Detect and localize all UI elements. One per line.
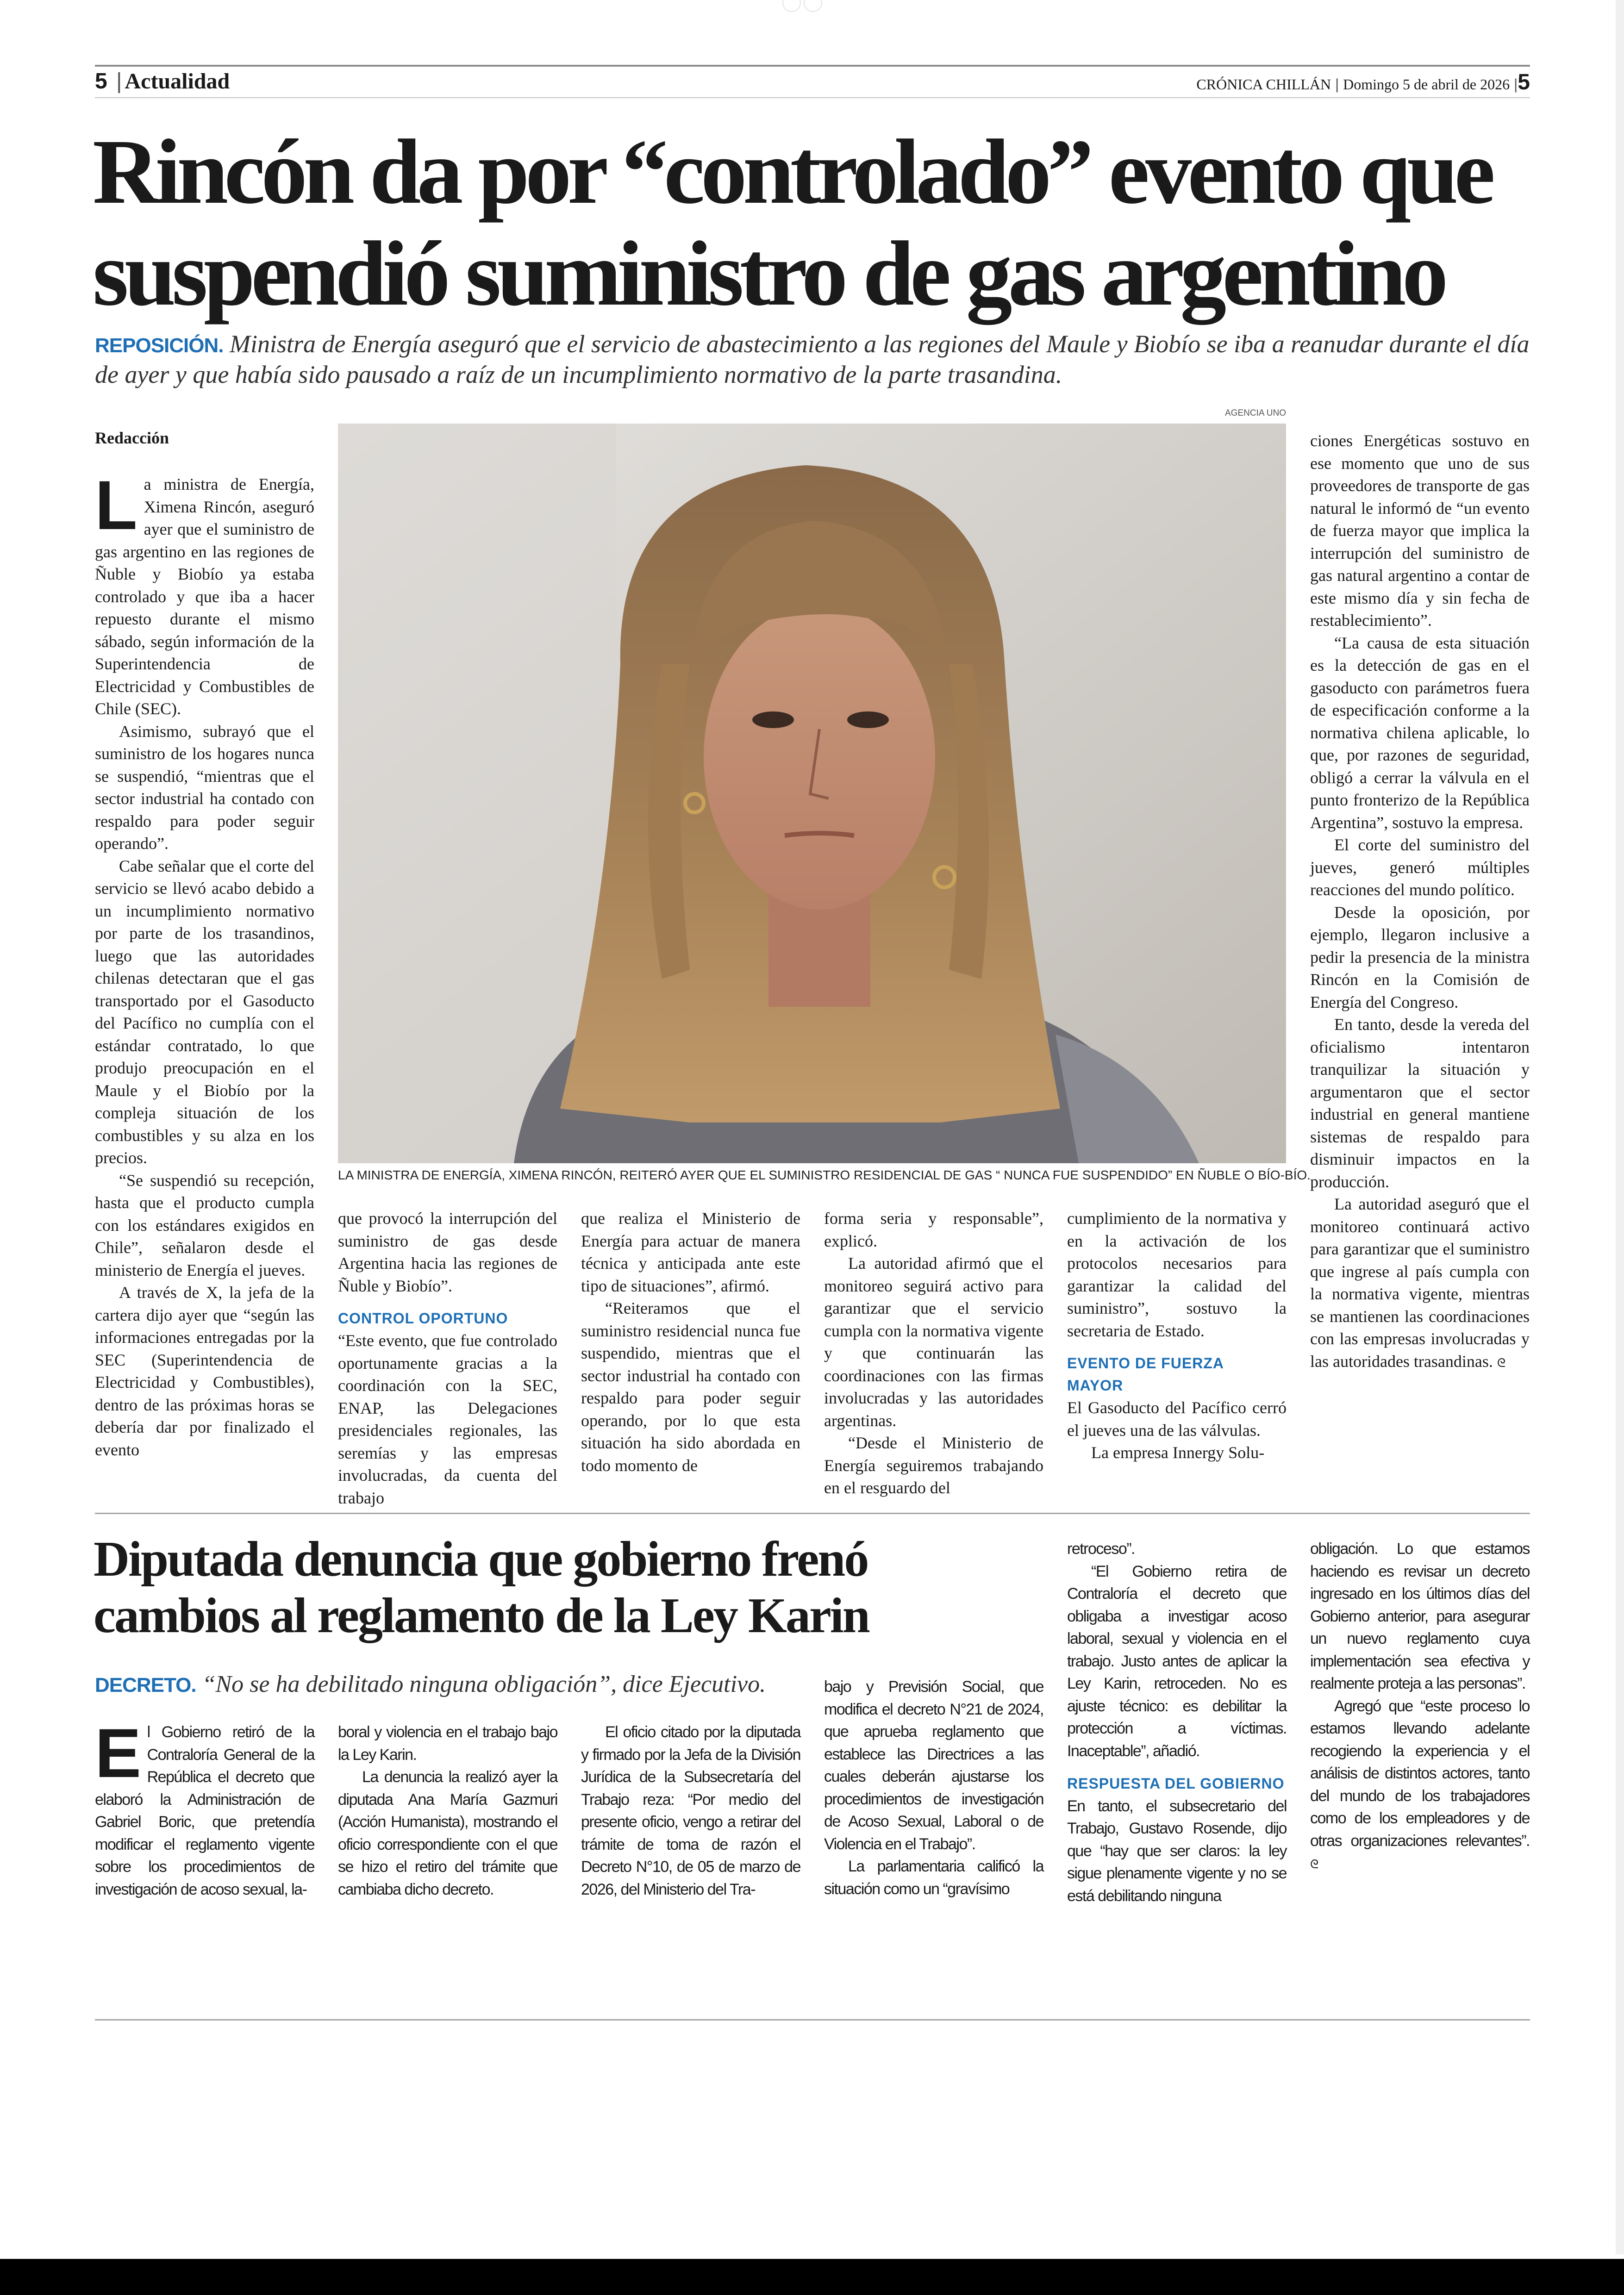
page-number-left: 5 [95,69,107,94]
bottom-rule [95,2019,1530,2021]
subhead-evento-fuerza-mayor [1067,1352,1287,1397]
article1-paragraph: ciones Energéticas sostuvo en ese momento que uno de sus proveedores de transporte de gas natural le informó de “un evento de fuerza mayor que implica la interrupción del suministro de gas natural argentino a contar de este mismo día y sin fecha de restablecimiento”. [1310,431,1530,630]
newspaper-name: CRÓNICA CHILLÁN [1196,76,1331,93]
article2-paragraph: bajo y Previsión Social, que modifica el decreto N°21 de 2024, que aprueba reglamento que establece las Directrices a las cuales deberán ajustarse los procedimientos de investigación de Acoso Sexual, Laboral o de Violencia en el Trabajo”. [824,1678,1043,1853]
subhead-respuesta-gobierno: RESPUESTA DEL GOBIERNO [1067,1775,1285,1792]
article-divider [95,1513,1530,1514]
photo-caption: LA MINISTRA DE ENERGÍA, XIMENA RINCÓN, REITERÓ AYER QUE EL SUMINISTRO RESIDENCIAL DE GAS “ NUNCA FUE SUSPENDIDO” EN ÑUBLE O BÍO-BÍO. [338,1168,1311,1182]
viewer-bottom-bar [0,2259,1624,2295]
article1-headline-line2: suspendió suministro de gas argentino [93,223,1444,325]
article2-paragraph: El oficio citado por la diputada y firmado por la Jefa de la División Jurídica de la Subsecretaría del Trabajo reza: “Por medio del presente oficio, vengo a retirar del trámite de toma de razón el Decreto N°10, de 05 de marzo de 2026, del Ministerio del Tra- [581,1723,800,1898]
end-of-article-icon: ᘓ [1310,1858,1318,1871]
article1-paragraph: Asimismo, subrayó que el suministro de los hogares nunca se suspendió, “mientras que el sector industrial ha contado con respaldo para poder seguir operando”. [95,722,314,853]
article2-column-5 [1067,1538,1287,1907]
article1-last-paragraph: La autoridad aseguró que el monitoreo continuará activo para garantizar que el suministro que ingrese al país cumpla con la normativa vigente, mientras se mantienen las coordinaciones con las empresas involucradas y las autoridades trasandinas. [1310,1195,1530,1371]
page-dots [782,0,819,12]
article1-column-5 [1067,1207,1287,1464]
article2-paragraph: En tanto, el subsecretario del Trabajo, Gustavo Rosende, dijo que “hay que ser claros: la ley sigue plenamente vigente y no se está debilitando ninguna [1067,1797,1287,1905]
subhead-control-oportuno: CONTROL OPORTUNO [338,1310,508,1327]
subhead-line: EVENTO DE FUERZA [1067,1355,1224,1372]
article2-kicker: DECRETO. [95,1674,196,1696]
article2-deck-text: “No se ha debilitado ninguna obligación”, dice Ejecutivo. [196,1671,766,1697]
article1-paragraph: que provocó la interrupción del suministro de gas desde Argentina hacia las regiones de Ñuble y Biobío”. [338,1209,557,1295]
subhead-line: MAYOR [1067,1377,1124,1394]
article1-paragraph: En tanto, desde la vereda del oficialismo intentaron tranquilizar la situación y argumentaron que el sector industrial en general mantiene sistemas de respaldo para disminuir impactos en la producción. [1310,1015,1530,1191]
article1-headline-line1: Rincón da por “controlado” evento que [93,121,1492,223]
article2-headline [94,1531,1066,1644]
article2-paragraph: obligación. Lo que estamos haciendo es revisar un decreto ingresado en los últimos días del Gobierno anterior, para asegurar un nuevo reglamento cuya implementación sea efectiva y realmente proteja a las personas”. [1310,1540,1530,1692]
article1-paragraph: El corte del suministro del jueves, generó múltiples reacciones del mundo político. [1310,836,1530,899]
article2-headline-line2: cambios al reglamento de la Ley Karin [94,1588,869,1643]
section-label: Actualidad [125,69,230,94]
article1-paragraph: A través de X, la jefa de la cartera dijo ayer que “según las informaciones entregadas por la SEC (Superintendencia de Electricidad y Combustibles), dentro de las próximas horas se debería dar por finalizado el evento [95,1283,314,1459]
article1-paragraph: “La causa de esta situación es la detección de gas en el gasoducto con parámetros fuera de especificación conforme a la normativa chilena aplicable, lo que, por razones de seguridad, obligó a cerrar la válvula en el punto fronterizo de la República Argentina”, sostuvo la empresa. [1310,633,1530,832]
article1-paragraph: Cabe señalar que el corte del servicio se llevó acabo debido a un incumplimiento normativo por parte de los trasandinos, luego que las autoridades chilenas detectaran que el gas transportado por el Gasoducto del Pacífico no cumplía con el estándar contratado, lo que produjo preocupación en el Maule y el Biobío por la compleja situación de los combustibles y su alza en los precios. [95,856,314,1167]
article2-dropcap: E [95,1714,141,1792]
end-of-article-icon: ᘓ [1497,1356,1506,1370]
article1-paragraph: que realiza el Ministerio de Energía para actuar de manera técnica y anticipada ante este tipo de situaciones”, afirmó. [581,1209,800,1295]
article1-column-4 [824,1207,1043,1499]
article1-paragraph: Desde la oposición, por ejemplo, llegaron inclusive a pedir la presencia de la ministra Rincón en la Comisión de Energía del Congreso. [1310,903,1530,1011]
article1-paragraph: El Gasoducto del Pacífico cerró el jueves una de las válvulas. [1067,1398,1287,1440]
page-header-left: 5 | Actualidad [95,69,230,94]
article2-paragraph [1310,1695,1530,1876]
article2-paragraph: La denuncia la realizó ayer la diputada Ana María Gazmuri (Acción Humanista), mostrando el oficio correspondiente con el que se hizo el retiro del trámite que cambiaba dicho decreto. [338,1768,557,1898]
header-bottom-rule [95,97,1530,98]
header-top-rule [95,65,1530,67]
article1-paragraph: “Se suspendió su recepción, hasta que el producto cumpla con los estándares exigidos en Chile”, señalaron desde el ministerio de Energía el jueves. [95,1171,314,1279]
article2-column-1 [95,1714,314,1901]
article2-paragraph: La parlamentaria calificó la situación como un “gravísimo [824,1858,1043,1898]
page-header-right: CRÓNICA CHILLÁN | Domingo 5 de abril de 2026 |5 [1196,70,1530,94]
article1-paragraph: La empresa Innergy Solu- [1091,1443,1265,1462]
article2-column-2 [338,1721,557,1901]
article2-last-paragraph: Agregó que “este proceso lo estamos llevando adelante recogiendo la experiencia y el análisis de distintos actores, tanto del mundo de los trabajadores como de los empleadores y de otras organizaciones relevantes”. [1310,1697,1530,1850]
article1-paragraph: “Este evento, que fue controlado oportunamente gracias a la coordinación con la SEC, ENAP, las Delegaciones presidenciales regionales, las seremías y las empresas involucradas, da cuenta del trabajo [338,1331,557,1507]
article1-column-2 [338,1207,557,1509]
article1-kicker: REPOSICIÓN. [95,334,224,357]
article1-byline: Redacción [95,429,169,447]
article1-deck-text: Ministra de Energía aseguró que el servicio de abastecimiento a las regiones del Maule y Biobío se iba a reanudar durante el día de ayer y que había sido pausado a raíz de un incumplimiento normativo de la parte trasandina. [95,330,1530,388]
article1-headline [93,121,1551,325]
minister-photo [338,424,1286,1163]
article1-deck [95,330,1530,389]
article1-dropcap: L [95,466,137,544]
article1-column-1 [95,466,314,1461]
article1-paragraph: a ministra de Energía, Ximena Rincón, aseguró ayer que el suministro de gas argentino en las regiones de Ñuble y Biobío ya estaba controlado y que iba a hacer repuesto durante el mismo sábado, según información de la Superintendencia de Electricidad y Combustibles de Chile (SEC). [95,475,314,718]
article2-paragraph: l Gobierno retiró de la Contraloría General de la República el decreto que elaboró la Administración de Gabriel Boric, que pretendía modificar el reglamento vigente sobre los procedimientos de investigación de acoso sexual, la- [95,1723,314,1898]
article1-paragraph [1310,1193,1530,1374]
issue-date: Domingo 5 de abril de 2026 [1343,76,1510,93]
article1-column-3 [581,1207,800,1477]
article1-paragraph: “Reiteramos que el suministro residencial nunca fue suspendido, mientras que el sector industrial ha contado con respaldo para poder seguir operando, por lo que esta situación ha sido abordada en todo momento de [581,1299,800,1475]
article2-headline-line1: Diputada denuncia que gobierno frenó [94,1532,868,1587]
page-number-right: 5 [1518,70,1530,94]
article2-column-6 [1310,1538,1530,1876]
photo-credit: AGENCIA UNO [1225,408,1286,418]
article2-paragraph: retroceso”. [1067,1540,1135,1558]
article1-paragraph: “Desde el Ministerio de Energía seguiremos trabajando en el resguardo del [824,1434,1043,1497]
article2-paragraph: “El Gobierno retira de Contraloría el decreto que obligaba a investigar acoso laboral, sexual y violencia en el trabajo. Justo antes de aplicar la Ley Karin, retroceden. No es ajuste técnico: es debilitar la protección a víctimas. Inaceptable”, añadió. [1067,1562,1287,1760]
article2-column-4 [824,1676,1043,1900]
right-edge-strip [1616,0,1624,2254]
article1-paragraph: forma seria y responsable”, explicó. [824,1209,1043,1250]
minister-portrait-image [338,424,1286,1163]
article2-paragraph: boral y violencia en el trabajo bajo la Ley Karin. [338,1723,557,1764]
article1-column-6 [1310,430,1530,1374]
article1-paragraph: La autoridad afirmó que el monitoreo seguirá activo para garantizar que el servicio cumpla con la normativa vigente y que continuarán las coordinaciones con las firmas involucradas y las autoridades argentinas. [824,1254,1043,1430]
article1-paragraph: cumplimiento de la normativa y en la activación de los protocolos necesarios para garantizar la calidad del suministro”, sostuvo la secretaria de Estado. [1067,1209,1287,1340]
article2-column-3 [581,1721,800,1901]
